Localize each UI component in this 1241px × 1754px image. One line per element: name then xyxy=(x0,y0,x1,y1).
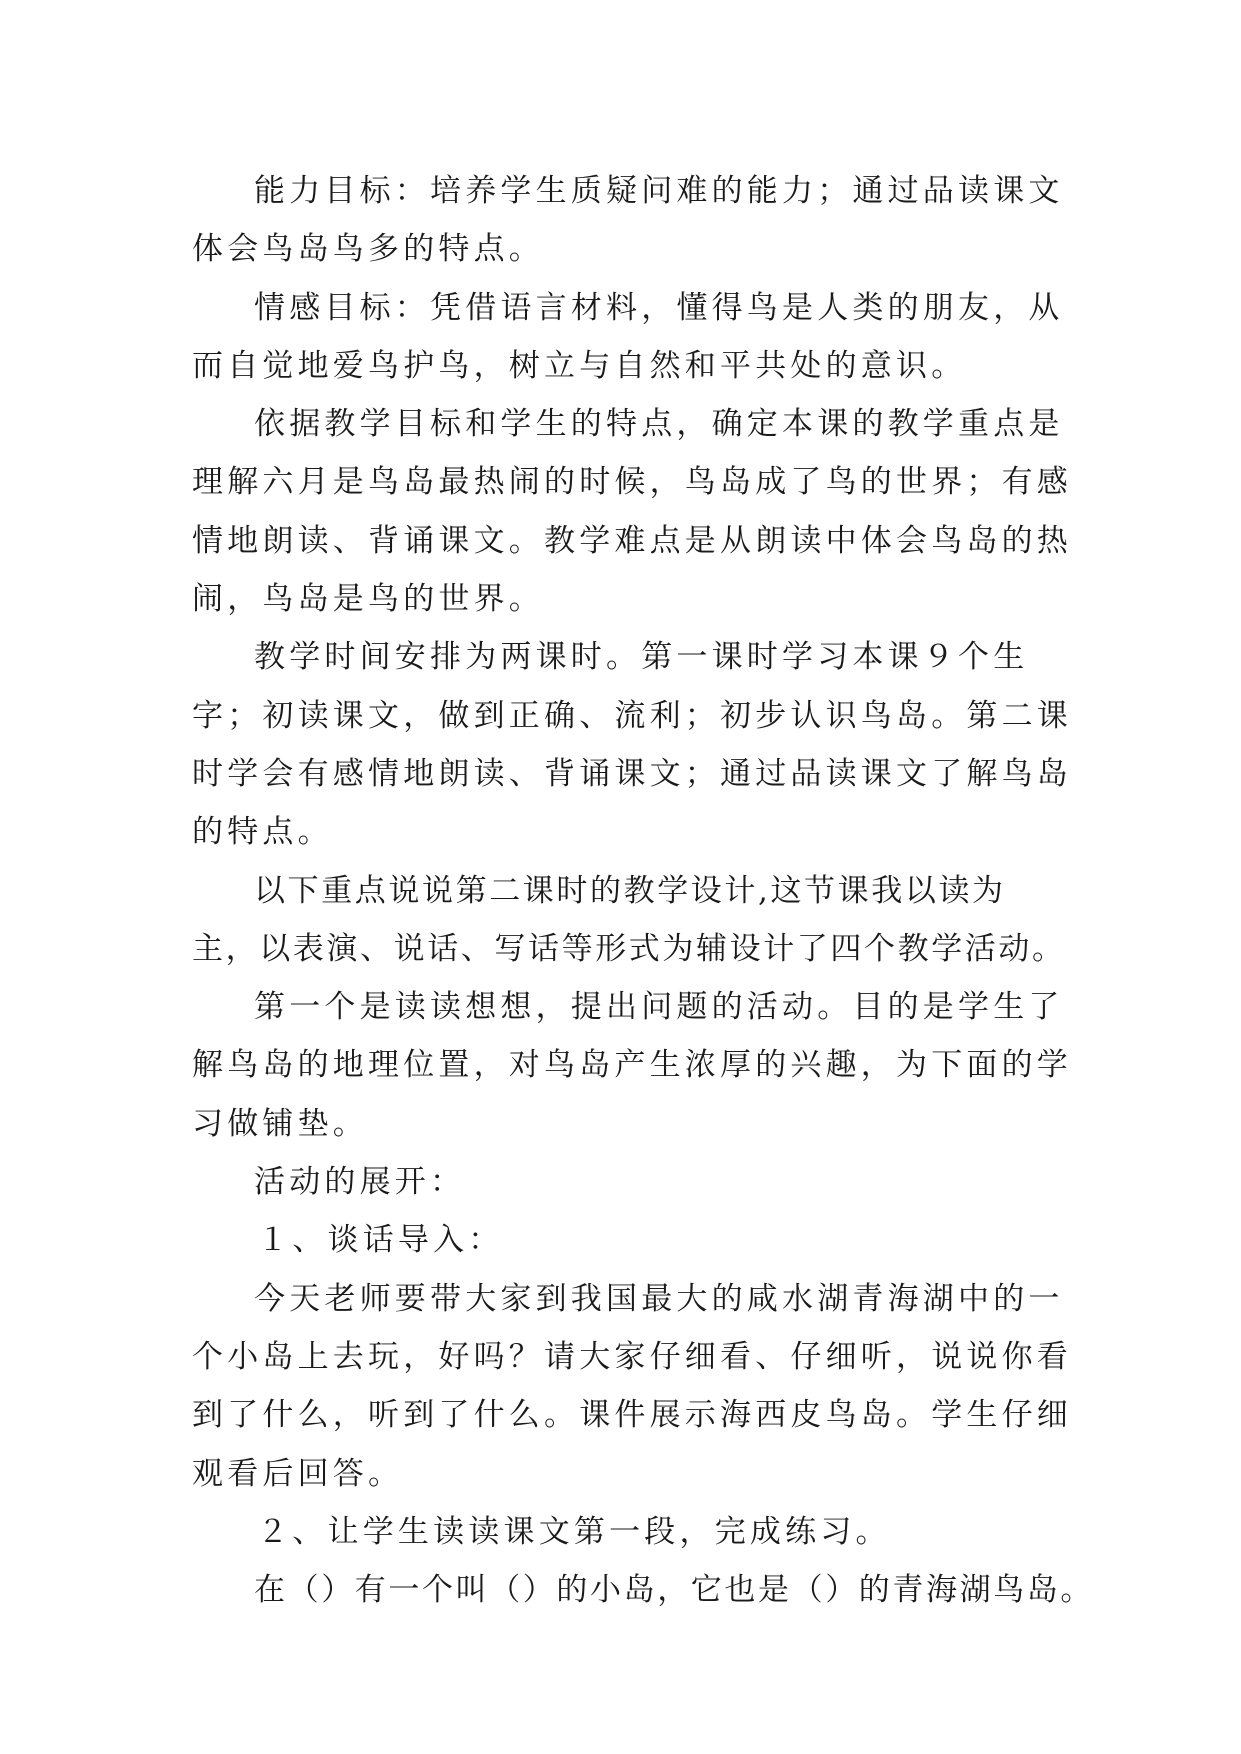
paragraph-ability-goal: 能力目标：培养学生质疑问难的能力；通过品读课文体会鸟岛鸟多的特点。 xyxy=(192,173,1064,268)
paragraph-schedule: 教学时间安排为两课时。第一课时学习本课９个生字；初读课文，做到正确、流利；初步认识鸟岛。第二课时学会有感情地朗读、背诵课文；通过品读课文了解鸟岛的特点。 xyxy=(192,639,1072,851)
paragraph-activity-start: 活动的展开： xyxy=(254,1164,466,1201)
paragraph-step-one: １、谈话导入： xyxy=(257,1222,504,1259)
paragraph-step-two: ２、让学生读读课文第一段，完成练习。 xyxy=(257,1513,891,1550)
document-body xyxy=(192,162,1094,1619)
paragraph-emotion-goal: 情感目标：凭借语言材料，懂得鸟是人类的朋友，从而自觉地爱鸟护鸟，树立与自然和平共处的意识。 xyxy=(192,289,1064,384)
paragraph-intro-talk: 今天老师要带大家到我国最大的咸水湖青海湖中的一个小岛上去玩，好吗？请大家仔细看、仔细听，说说你看到了什么，听到了什么。课件展示海西皮鸟岛。学生仔细观看后回答。 xyxy=(192,1280,1072,1492)
paragraph-exercise: 在（）有一个叫（）的小岛，它也是（）的青海湖鸟岛。 xyxy=(254,1572,1094,1609)
paragraph-key-points: 依据教学目标和学生的特点，确定本课的教学重点是理解六月是鸟岛最热闹的时候，鸟岛成了鸟的世界；有感情地朗读、背诵课文。教学难点是从朗读中体会鸟岛的热闹，鸟岛是鸟的世界。 xyxy=(192,406,1072,618)
paragraph-activity-one: 第一个是读读想想，提出问题的活动。目的是学生了解鸟岛的地理位置，对鸟岛产生浓厚的兴趣，为下面的学习做铺垫。 xyxy=(192,989,1072,1142)
paragraph-second-lesson: 以下重点说说第二课时的教学设计,这节课我以读为主，以表演、说话、写话等形式为辅设计了四个教学活动。 xyxy=(192,872,1066,967)
